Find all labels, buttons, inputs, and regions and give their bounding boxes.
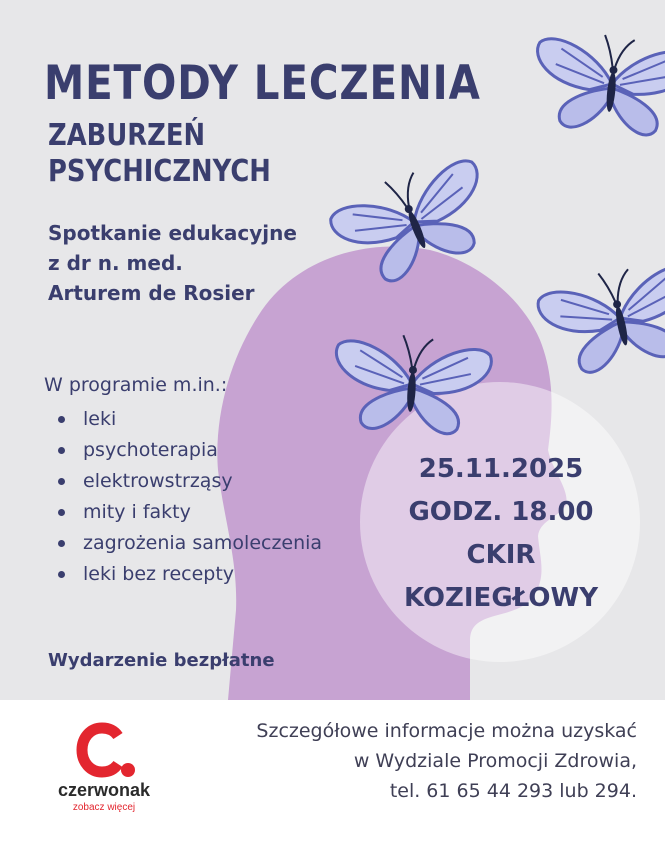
list-item: leki bez recepty bbox=[58, 559, 322, 590]
list-item: zagrożenia samoleczenia bbox=[58, 528, 322, 559]
footer-info-line2: w Wydziale Promocji Zdrowia, bbox=[353, 750, 637, 772]
logo-name: czerwonak bbox=[57, 780, 151, 800]
footer-info-line1: Szczegółowe informacje można uzyskać bbox=[256, 720, 637, 742]
bullet-icon bbox=[58, 540, 65, 547]
intro-line3: Arturem de Rosier bbox=[48, 281, 255, 305]
program-heading: W programie m.in.: bbox=[44, 374, 228, 396]
list-item: elektrowstrząsy bbox=[58, 466, 322, 497]
event-place-line2: KOZIEGŁOWY bbox=[403, 583, 599, 613]
title-sub bbox=[48, 118, 271, 190]
list-item: mity i fakty bbox=[58, 497, 322, 528]
bullet-icon bbox=[58, 509, 65, 516]
list-item: psychoterapia bbox=[58, 435, 322, 466]
intro-text bbox=[48, 218, 297, 308]
footer-info bbox=[256, 716, 637, 806]
event-time: GODZ. 18.00 bbox=[408, 497, 594, 527]
butterfly-icon bbox=[530, 28, 665, 139]
intro-line1: Spotkanie edukacyjne bbox=[48, 221, 297, 245]
title-main: METODY LECZENIA bbox=[44, 56, 481, 111]
logo-tagline: zobacz więcej bbox=[72, 802, 136, 813]
event-details bbox=[360, 448, 642, 620]
czerwonak-logo-icon bbox=[74, 720, 138, 784]
title-sub-line2: PSYCHICZNYCH bbox=[48, 154, 271, 189]
czerwonak-logo bbox=[44, 720, 164, 820]
bullet-icon bbox=[58, 447, 65, 454]
free-event-note: Wydarzenie bezpłatne bbox=[48, 650, 275, 671]
title-sub-line1: ZABURZEŃ bbox=[48, 118, 206, 153]
program-list bbox=[58, 404, 322, 590]
bullet-icon bbox=[58, 416, 65, 423]
list-item: leki bbox=[58, 404, 322, 435]
footer-info-line3: tel. 61 65 44 293 lub 294. bbox=[389, 780, 637, 802]
event-date: 25.11.2025 bbox=[418, 454, 584, 484]
event-place-line1: CKIR bbox=[466, 540, 536, 570]
bullet-icon bbox=[58, 571, 65, 578]
bullet-icon bbox=[58, 478, 65, 485]
intro-line2: z dr n. med. bbox=[48, 251, 183, 275]
butterfly-icon bbox=[534, 255, 665, 380]
footer bbox=[0, 700, 665, 843]
